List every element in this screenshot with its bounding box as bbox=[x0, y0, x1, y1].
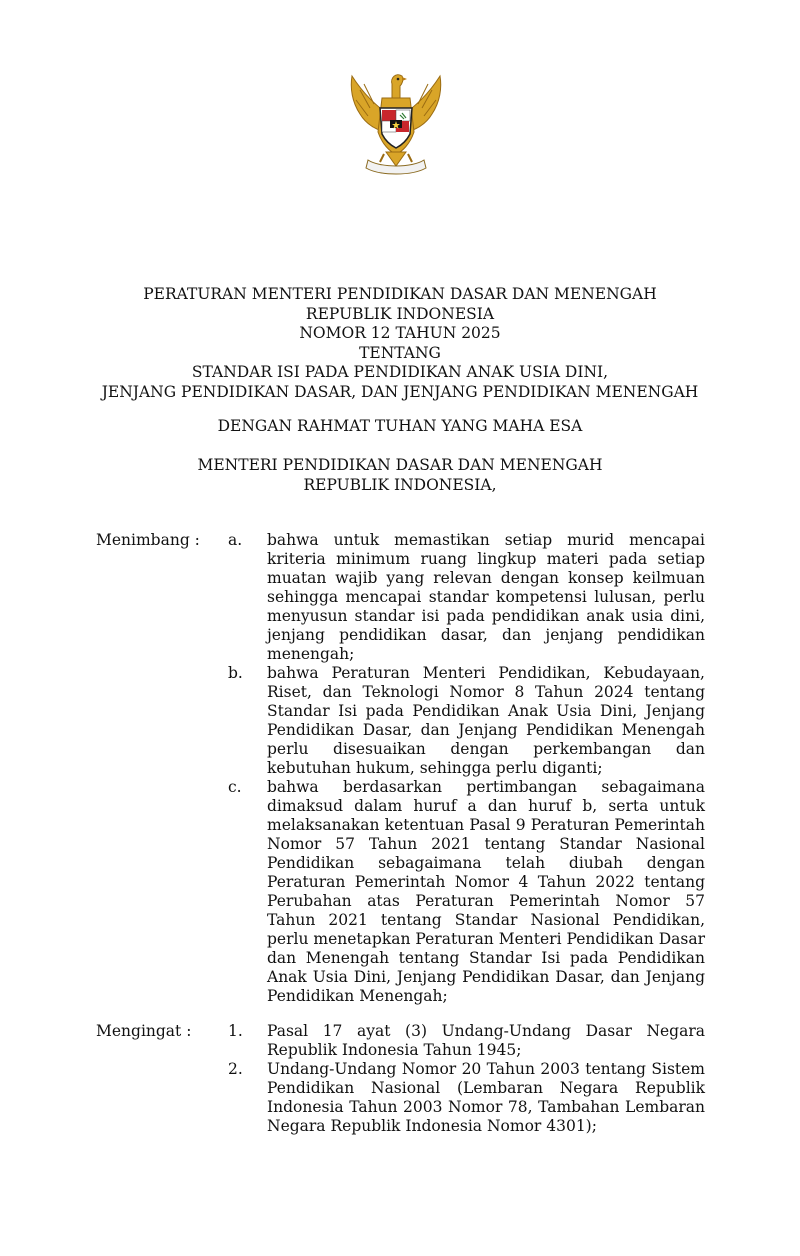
title-line: REPUBLIK INDONESIA bbox=[305, 304, 495, 323]
invocation-line: DENGAN RAHMAT TUHAN YANG MAHA ESA bbox=[217, 417, 583, 435]
item-text: Undang-Undang Nomor 20 Tahun 2003 tentang Sistem Pendidikan Nasional (Lembaran Negara Republik Indonesia Tahun 2003 Nomor 78, Tambahan Lembaran Negara Republik Indonesia Nomor 4301); bbox=[267, 1060, 705, 1135]
title-line: NOMOR 12 TAHUN 2025 bbox=[299, 324, 501, 342]
item-text: Pasal 17 ayat (3) Undang-Undang Dasar Negara Republik Indonesia Tahun 1945; bbox=[267, 1022, 705, 1059]
invocation bbox=[0, 417, 800, 437]
item-marker: c. bbox=[228, 778, 242, 796]
menimbang-label: Menimbang : bbox=[96, 531, 200, 549]
item-marker: 1. bbox=[228, 1022, 243, 1040]
item-marker: b. bbox=[228, 664, 243, 682]
item-marker: a. bbox=[228, 531, 243, 549]
item-text: bahwa berdasarkan pertimbangan sebagaimana dimaksud dalam huruf a dan huruf b, serta untuk melaksanakan ketentuan Pasal 9 Peraturan Pemerintah Nomor 57 Tahun 2021 tentang Standar Nasional Pendidikan sebagaimana telah diubah dengan Peraturan Pemerintah Nomor 4 Tahun 2022 tentang Perubahan atas Peraturan Pemerintah Nomor 57 Tahun 2021 tentang Standar Nasional Pendidikan, perlu menetapkan Peraturan Menteri Pendidikan Dasar dan Menengah tentang Standar Isi pada Pendidikan Anak Usia Dini, Jenjang Pendidikan Dasar, dan Jenjang Pendidikan Menengah; bbox=[267, 778, 705, 1005]
issuer bbox=[0, 456, 800, 495]
item-marker: 2. bbox=[228, 1060, 243, 1078]
item-text: bahwa untuk memastikan setiap murid mencapai kriteria minimum ruang lingkup materi pada setiap muatan wajib yang relevan dengan konsep keilmuan sehingga mencapai standar kompetensi lulusan, perlu menyusun standar isi pada pendidikan anak usia dini, jenjang pendidikan dasar, dan jenjang pendidikan menengah; bbox=[267, 531, 705, 663]
title-line: JENJANG PENDIDIKAN DASAR, DAN JENJANG PENDIDIKAN MENENGAH bbox=[101, 382, 699, 401]
item-text: bahwa Peraturan Menteri Pendidikan, Kebudayaan, Riset, dan Teknologi Nomor 8 Tahun 2024 tentang Standar Isi pada Pendidikan Anak Usia Dini, Jenjang Pendidikan Dasar, dan Jenjang Pendidikan Menengah perlu disesuaikan dengan perkembangan dan kebutuhan hukum, sehingga perlu diganti; bbox=[267, 664, 705, 777]
issuer-line: REPUBLIK INDONESIA, bbox=[303, 475, 497, 494]
mengingat-label: Mengingat : bbox=[96, 1022, 192, 1040]
title-line: STANDAR ISI PADA PENDIDIKAN ANAK USIA DINI, bbox=[191, 363, 609, 381]
garuda-pancasila-emblem bbox=[340, 68, 452, 180]
title-line: TENTANG bbox=[359, 343, 441, 362]
issuer-line: MENTERI PENDIDIKAN DASAR DAN MENENGAH bbox=[197, 456, 603, 474]
regulation-title bbox=[0, 285, 800, 402]
title-line: PERATURAN MENTERI PENDIDIKAN DASAR DAN MENENGAH bbox=[143, 285, 657, 303]
